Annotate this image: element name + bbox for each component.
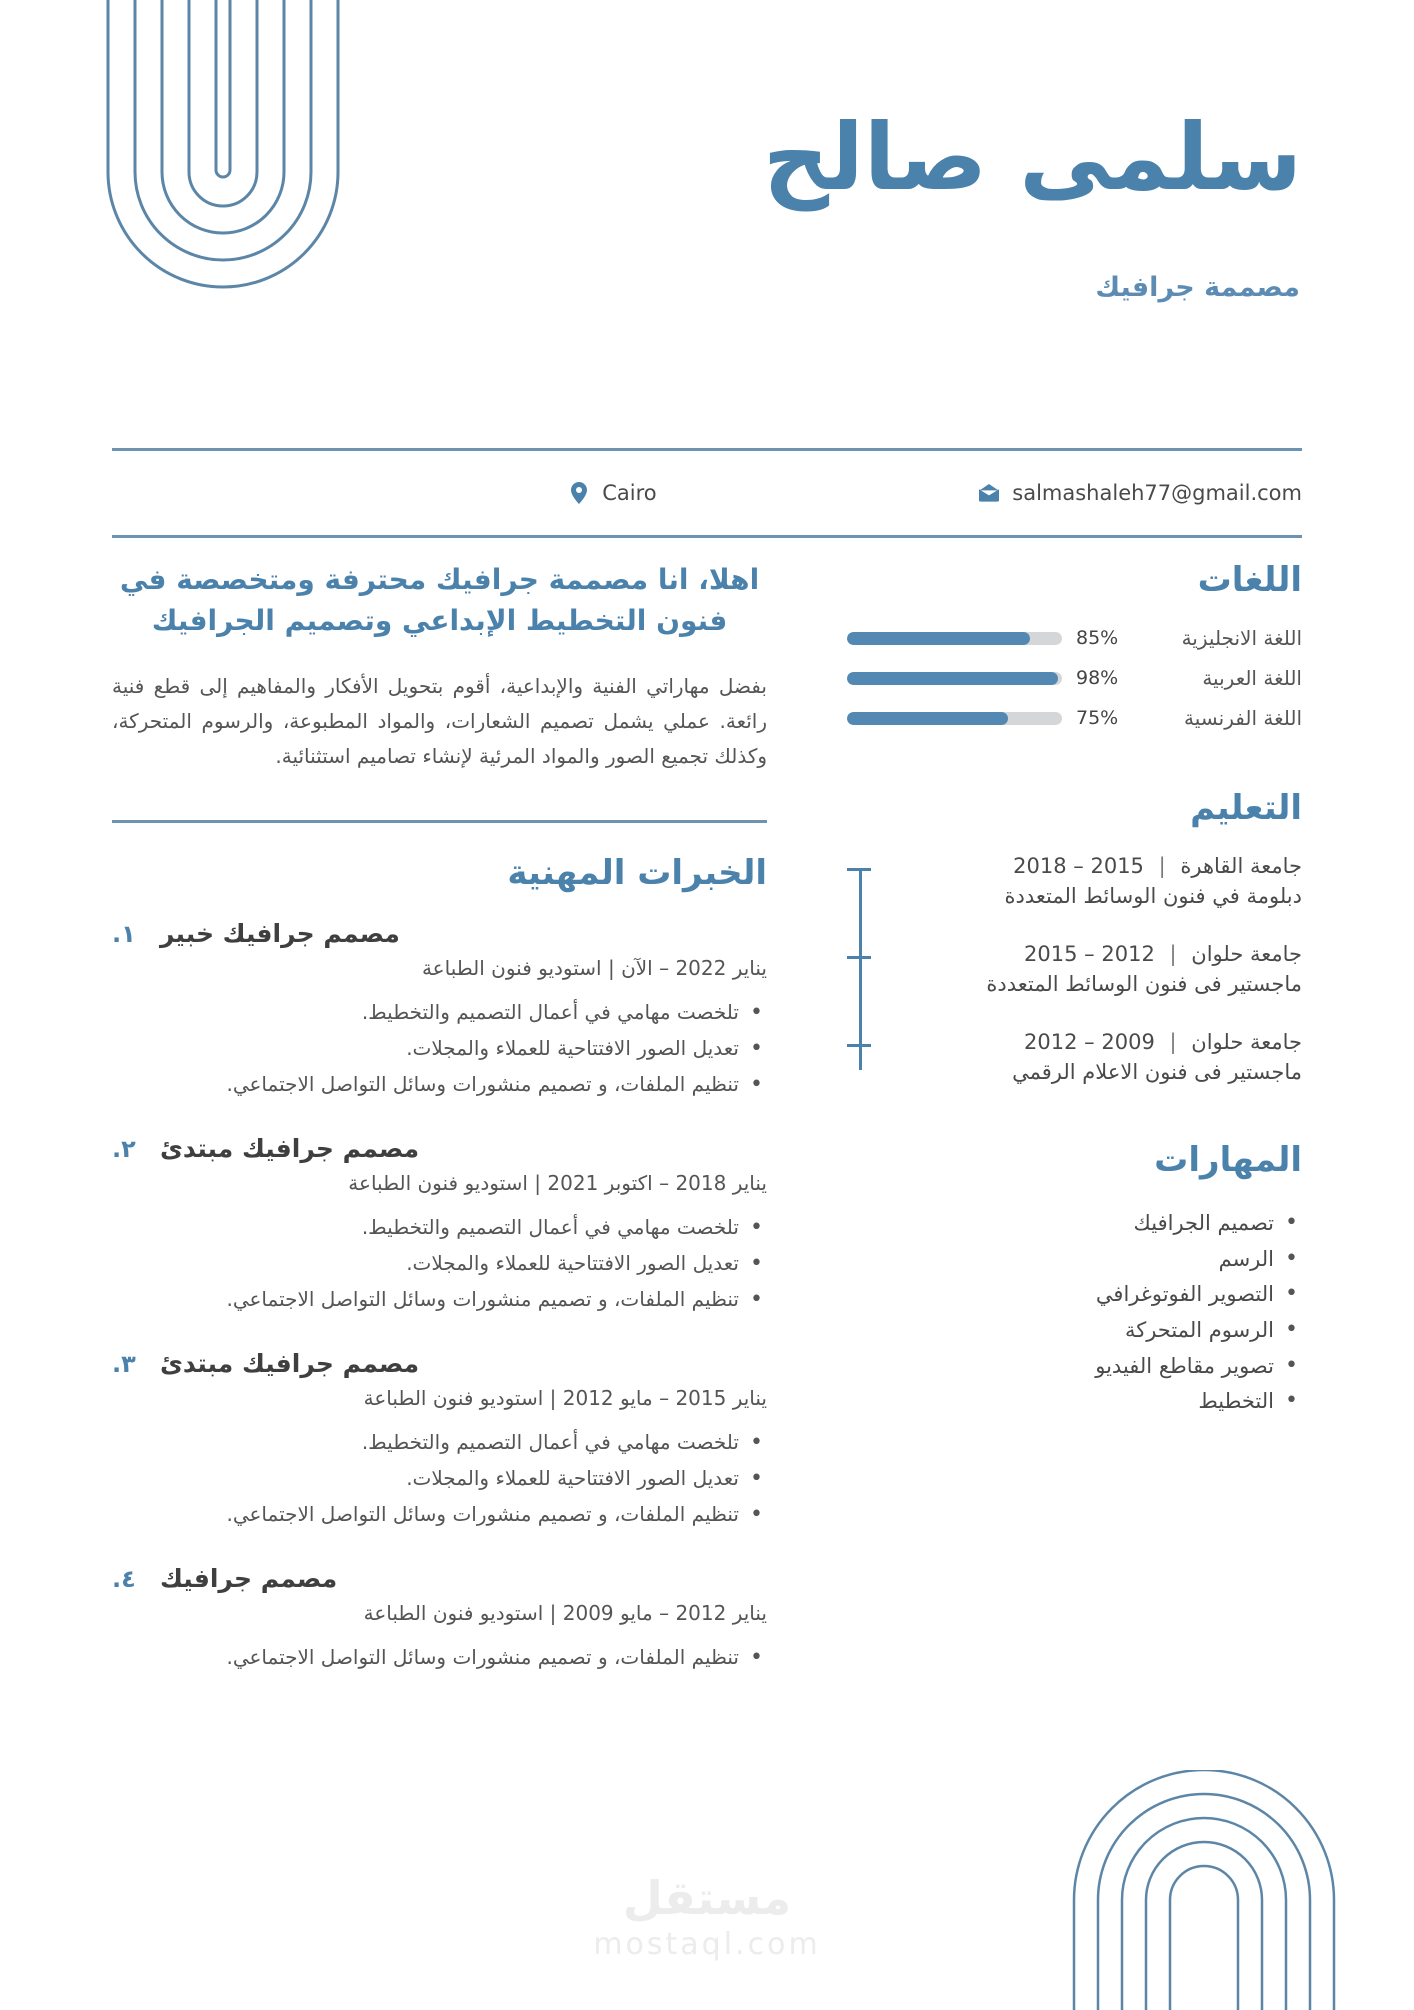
experience-item-role: مصمم جرافيك [160, 1564, 338, 1594]
language-row [847, 706, 1302, 730]
experience-item-number: ٣. [112, 1350, 136, 1379]
education-years: 2012 – 2015 [1024, 942, 1155, 966]
education-degree: ماجستير فى فنون الاعلام الرقمي [1012, 1060, 1302, 1084]
experience-bullet: • تلخصت مهامي في أعمال التصميم والتخطيط. [112, 996, 767, 1028]
sidebar-column [847, 560, 1302, 1707]
language-name: اللغة العربية [1202, 666, 1302, 690]
skill-item: • التخطيط [847, 1384, 1302, 1420]
experience-bullet: • تعديل الصور الافتتاحية للعملاء والمجلات. [112, 1462, 767, 1494]
skill-item: • الرسم [847, 1242, 1302, 1278]
experience-item-role: مصمم جرافيك مبتدئ [160, 1349, 420, 1379]
experience-bullet: • تعديل الصور الافتتاحية للعملاء والمجلات. [112, 1032, 767, 1064]
experience-item-number: ٢. [112, 1135, 136, 1164]
contact-email[interactable] [978, 480, 1302, 506]
experience-item-meta: يناير 2018 – اكتوبر 2021 | استوديو فنون الطباعة [348, 1171, 767, 1196]
watermark-arabic: مستقل [622, 1871, 792, 1925]
intro-body: بفضل مهاراتي الفنية والإبداعية، أقوم بتحويل الأفكار والمفاهيم إلى قطع فنية رائعة. عملي يشمل تصميم الشعارات، والمواد المطبوعة، والرسوم المتحركة، وكذلك تجميع الصور والمواد المرئية لإنشاء تصاميم استثنائية. [112, 674, 767, 769]
education-timeline-tick [847, 956, 871, 959]
education-institution-years [881, 1030, 1302, 1054]
contact-location [568, 480, 978, 506]
experience-item [112, 1564, 767, 1673]
decorative-arches-bottom-right [1054, 1770, 1354, 2010]
languages-title: اللغات [1197, 560, 1302, 600]
candidate-job-title: مصممة جرافيك [1095, 272, 1300, 303]
experience-item-role: مصمم جرافيك مبتدئ [160, 1134, 420, 1164]
language-progress-bar [847, 672, 1062, 685]
education-degree: ماجستير فى فنون الوسائط المتعددة [986, 972, 1302, 996]
education-degree: دبلومة في فنون الوسائط المتعددة [1004, 884, 1302, 908]
experience-item-role: مصمم جرافيك خبير [160, 919, 400, 949]
experience-bullet: • تلخصت مهامي في أعمال التصميم والتخطيط. [112, 1426, 767, 1458]
education-separator: | [1169, 1030, 1177, 1054]
cv-header [0, 0, 1414, 420]
experience-item-head [112, 1349, 767, 1378]
experience-item-bullets [112, 996, 767, 1100]
location-pin-icon [568, 480, 590, 506]
experience-title: الخبرات المهنية [112, 820, 767, 893]
experience-item-meta: يناير 2015 – مايو 2012 | استوديو فنون الطباعة [363, 1386, 767, 1411]
language-progress-fill [847, 672, 1058, 685]
experience-item [112, 1349, 767, 1530]
experience-section [112, 820, 767, 1673]
education-timeline-tick [847, 868, 871, 871]
contact-location-text: Cairo [602, 481, 657, 505]
intro-section [112, 560, 767, 774]
skill-item: • تصميم الجرافيك [847, 1206, 1302, 1242]
experience-item-number: ١. [112, 920, 136, 949]
experience-bullet: • تنظيم الملفات، و تصميم منشورات وسائل التواصل الاجتماعي. [112, 1641, 767, 1673]
contact-email-text: salmashaleh77@gmail.com [1012, 481, 1302, 505]
education-separator: | [1158, 854, 1166, 878]
language-progress-fill [847, 632, 1030, 645]
experience-item-bullets [112, 1211, 767, 1315]
experience-bullet: • تنظيم الملفات، و تصميم منشورات وسائل التواصل الاجتماعي. [112, 1068, 767, 1100]
education-years: 2009 – 2012 [1024, 1030, 1155, 1054]
watermark-latin: mostaql.com [593, 1927, 821, 1962]
experience-item-head [112, 1134, 767, 1163]
language-percent: 75% [1076, 707, 1119, 729]
language-progress-fill [847, 712, 1008, 725]
education-timeline-tick [847, 1044, 871, 1047]
language-row [847, 626, 1302, 650]
skills-section [847, 1140, 1302, 1420]
skills-title: المهارات [1154, 1140, 1302, 1180]
experience-bullet: • تعديل الصور الافتتاحية للعملاء والمجلات. [112, 1247, 767, 1279]
education-title: التعليم [1190, 788, 1302, 828]
experience-item-meta: يناير 2022 – الآن | استوديو فنون الطباعة [421, 956, 767, 981]
language-percent: 85% [1076, 627, 1119, 649]
education-timeline [847, 854, 1302, 1084]
experience-bullet: • تنظيم الملفات، و تصميم منشورات وسائل التواصل الاجتماعي. [112, 1283, 767, 1315]
language-name: اللغة الفرنسية [1184, 706, 1302, 730]
education-item [881, 854, 1302, 908]
contact-strip [112, 448, 1302, 538]
language-progress-bar [847, 712, 1062, 725]
main-column [112, 560, 767, 1707]
experience-item-bullets [112, 1426, 767, 1530]
candidate-name: سلمى صالح [762, 104, 1302, 211]
language-row [847, 666, 1302, 690]
languages-section [847, 560, 1302, 730]
skill-item: • التصوير الفوتوغرافي [847, 1277, 1302, 1313]
experience-bullet: • تلخصت مهامي في أعمال التصميم والتخطيط. [112, 1211, 767, 1243]
cv-body [112, 560, 1302, 1707]
skill-item: • الرسوم المتحركة [847, 1313, 1302, 1349]
education-section [847, 788, 1302, 1084]
envelope-icon [978, 480, 1000, 506]
education-institution-years [881, 942, 1302, 966]
experience-item-head [112, 1564, 767, 1593]
watermark [593, 1871, 821, 1962]
language-percent: 98% [1076, 667, 1119, 689]
education-years: 2015 – 2018 [1013, 854, 1144, 878]
education-item [881, 942, 1302, 996]
experience-bullet: • تنظيم الملفات، و تصميم منشورات وسائل التواصل الاجتماعي. [112, 1498, 767, 1530]
education-item [881, 1030, 1302, 1084]
column-gutter [767, 560, 847, 1707]
intro-heading: اهلا، انا مصممة جرافيك محترفة ومتخصصة في فنون التخطيط الإبداعي وتصميم الجرافيك [119, 563, 760, 637]
skill-item: • تصوير مقاطع الفيديو [847, 1349, 1302, 1385]
education-separator: | [1169, 942, 1177, 966]
education-institution-years [881, 854, 1302, 878]
experience-item-meta: يناير 2012 – مايو 2009 | استوديو فنون الطباعة [363, 1601, 767, 1626]
skills-list [847, 1206, 1302, 1420]
education-institution: جامعة حلوان [1191, 942, 1302, 966]
language-name: اللغة الانجليزية [1181, 626, 1302, 650]
education-timeline-spine [859, 868, 862, 1070]
experience-item [112, 1134, 767, 1315]
experience-item [112, 919, 767, 1100]
education-institution: جامعة حلوان [1191, 1030, 1302, 1054]
experience-item-number: ٤. [112, 1565, 136, 1594]
experience-item-bullets [112, 1641, 767, 1673]
language-progress-bar [847, 632, 1062, 645]
experience-item-head [112, 919, 767, 948]
education-institution: جامعة القاهرة [1180, 854, 1302, 878]
